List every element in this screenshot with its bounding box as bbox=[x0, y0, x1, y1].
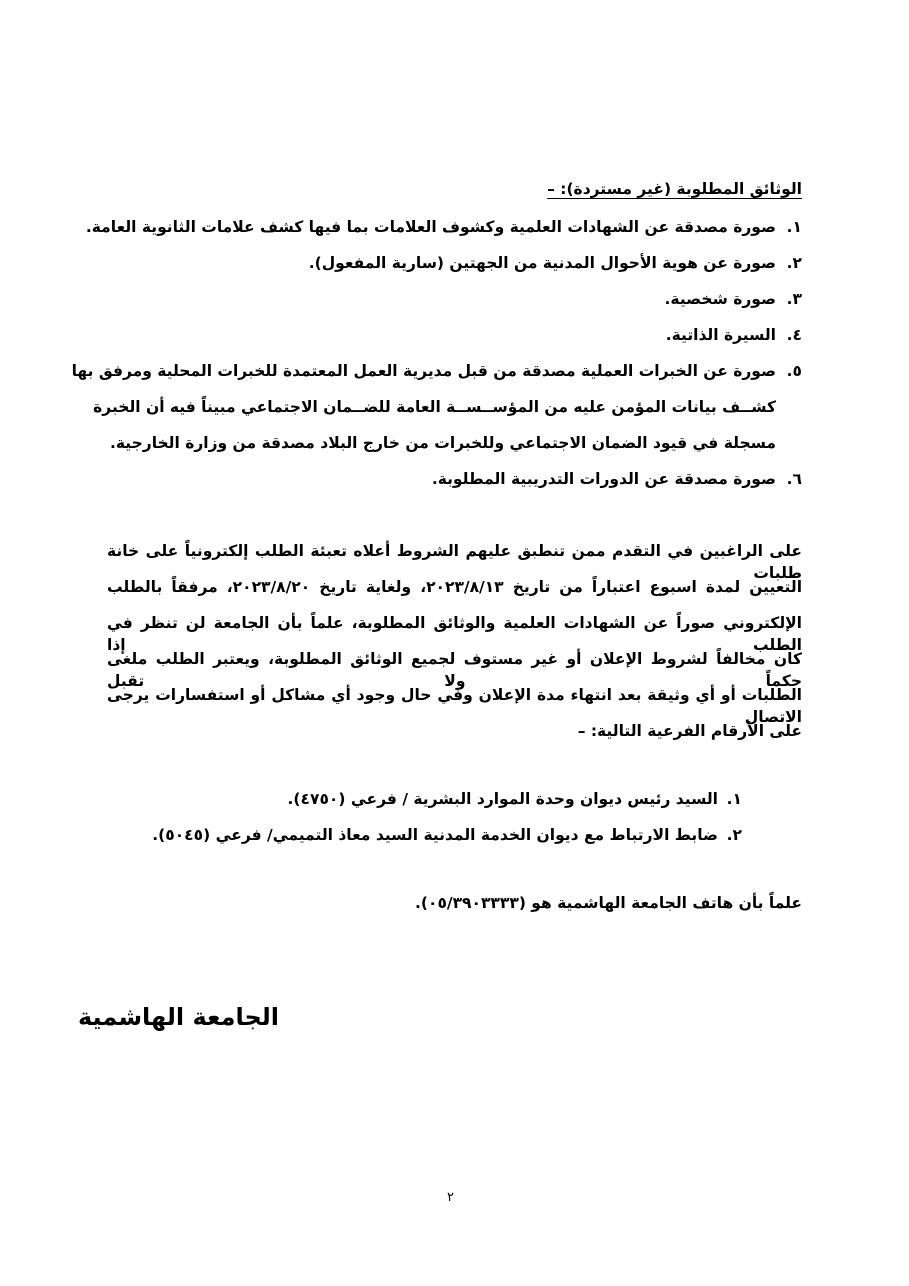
contact-item bbox=[288, 788, 742, 810]
contact-item bbox=[152, 824, 742, 846]
list-item-text: صورة مصدقة عن الشهادات العلمية وكشوف العلامات بما فيها كشف علامات الثانوية العامة. bbox=[85, 218, 776, 236]
page-number: ٢ bbox=[447, 1190, 454, 1205]
list-item bbox=[432, 468, 802, 490]
paragraph-line: على الأرقام الفرعية التالية: – bbox=[577, 722, 802, 740]
list-item-number: ٣. bbox=[786, 290, 802, 308]
paragraph-line: الطلبات أو أي وثيقة بعد انتهاء مدة الإعلان وفي حال وجود أي مشاكل أو استفسارات يرجى الاتصال bbox=[107, 686, 802, 726]
paragraph-line: على الراغبين في التقدم ممن تنطبق عليهم الشروط أعلاه تعبئة الطلب إلكترونياً على خانة طلبات bbox=[107, 542, 802, 582]
list-item-number: ٦. bbox=[786, 470, 802, 488]
list-item-text: صورة مصدقة عن الدورات التدريبية المطلوبة. bbox=[431, 470, 776, 488]
list-item-text: صورة عن الخبرات العملية مصدقة من قبل مديرية العمل المعتمدة للخبرات المحلية ومرفق بها bbox=[71, 362, 776, 380]
list-item-continuation: مسجلة في قيود الضمان الاجتماعي وللخبرات من خارج البلاد مصدقة من وزارة الخارجية. bbox=[109, 434, 776, 452]
list-item-number: ١. bbox=[786, 218, 802, 236]
list-item-number: ٥. bbox=[786, 362, 802, 380]
list-item-text: صورة عن هوية الأحوال المدنية من الجهتين (سارية المفعول). bbox=[308, 254, 776, 272]
university-signature: الجامعة الهاشمية bbox=[78, 1003, 279, 1031]
list-item-text: السيرة الذاتية. bbox=[665, 326, 776, 344]
list-item bbox=[666, 324, 802, 346]
documents-heading: الوثائق المطلوبة (غير مستردة): – bbox=[547, 180, 802, 198]
paragraph-line: التعيين لمدة اسبوع اعتباراً من تاريخ ٢٠٢٣/٨/١٣، ولغاية تاريخ ٢٠٢٣/٨/٢٠، مرفقاً بالطلب bbox=[107, 578, 803, 596]
phone-note: علماً بأن هاتف الجامعة الهاشمية هو (٠٥/٣٩٠٣٣٣٣). bbox=[415, 894, 802, 912]
list-item-number: ٤. bbox=[786, 326, 802, 344]
contact-item-number: ٢. bbox=[726, 826, 742, 844]
contact-item-text: ضابط الارتباط مع ديوان الخدمة المدنية السيد معاذ التميمي/ فرعي (٥٠٤٥). bbox=[152, 826, 718, 844]
paragraph-line: الإلكتروني صوراً عن الشهادات العلمية والوثائق المطلوبة، علماً بأن الجامعة لن تنظر في الطلب إذا bbox=[107, 614, 802, 654]
paragraph-line: كان مخالفاً لشروط الإعلان أو غير مستوف لجميع الوثائق المطلوبة، ويعتبر الطلب ملغى حكماً ولا تقبل bbox=[107, 650, 802, 690]
contact-item-number: ١. bbox=[726, 790, 742, 808]
list-item bbox=[309, 252, 802, 274]
list-item bbox=[86, 216, 802, 238]
list-item-number: ٢. bbox=[786, 254, 802, 272]
list-item bbox=[72, 360, 802, 382]
list-item-continuation: كشــف بيانات المؤمن عليه من المؤســســة العامة للضــمان الاجتماعي مبيناً فيه أن الخبرة bbox=[93, 398, 776, 416]
list-item-text: صورة شخصية. bbox=[664, 290, 776, 308]
contact-item-text: السيد رئيس ديوان وحدة الموارد البشرية / فرعي (٤٧٥٠). bbox=[287, 790, 718, 808]
list-item bbox=[665, 288, 802, 310]
